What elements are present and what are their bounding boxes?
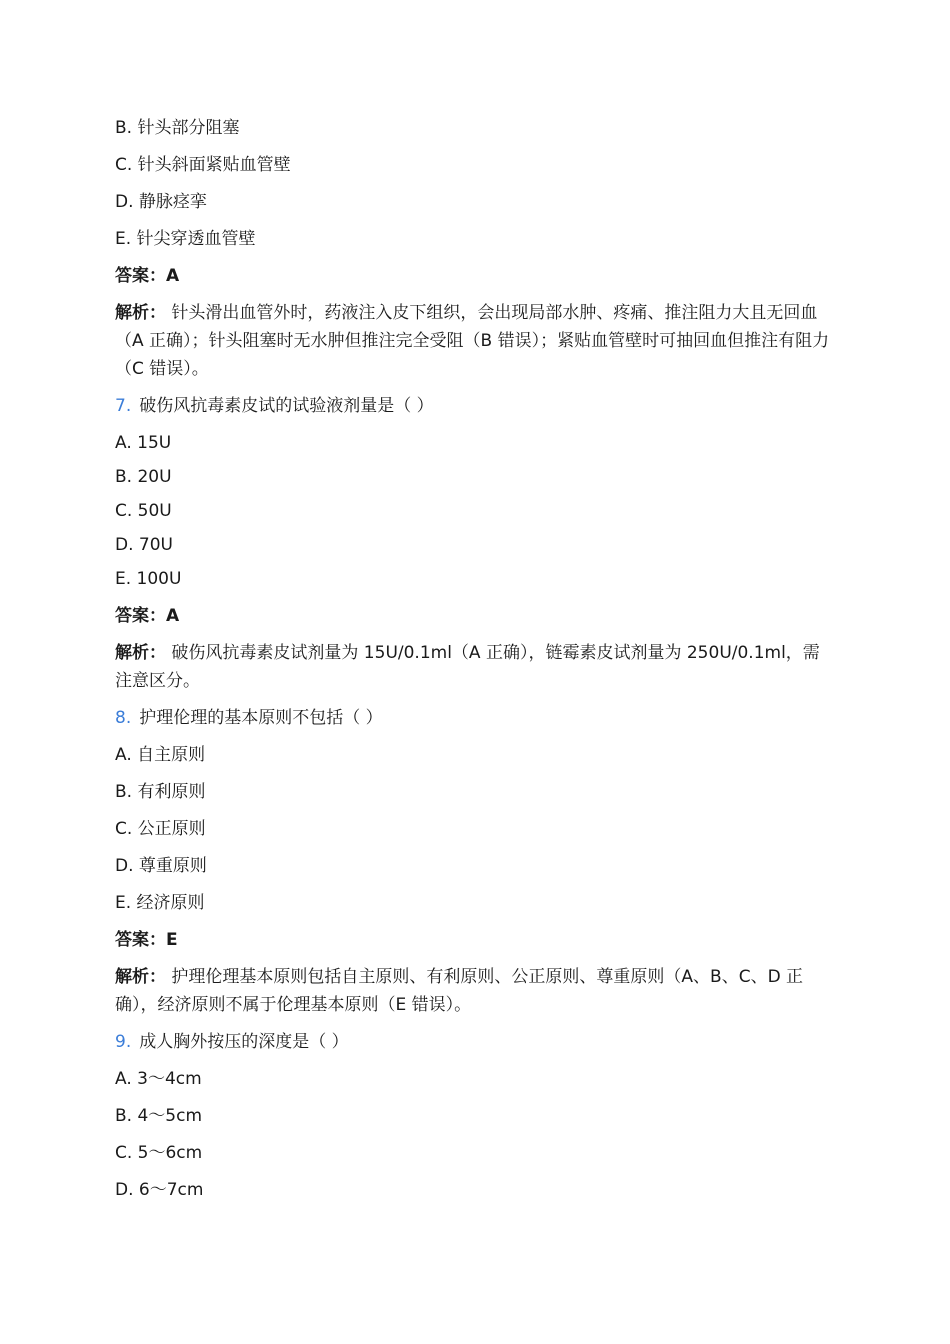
explanation-text: 针头滑出血管外时，药液注入皮下组织，会出现局部水肿、疼痛、推注阻力大且无回血（A 正确）；针头阻塞时无水肿但推注完全受阻（B 错误）；紧贴血管壁时可抽回血但推注有阻力（C 错误）。 — [115, 303, 830, 379]
explanation — [115, 639, 835, 695]
question-9 — [115, 1028, 835, 1204]
question-6 — [115, 114, 835, 383]
option-b: B. 针头部分阻塞 — [115, 118, 240, 138]
option-d: D. 静脉痉挛 — [115, 192, 207, 212]
option-c: C. 50U — [115, 501, 172, 521]
question-stem — [115, 704, 835, 732]
question-text: 成人胸外按压的深度是（ ） — [139, 1032, 349, 1052]
question-text: 破伤风抗毒素皮试的试验液剂量是（ ） — [139, 396, 434, 416]
answer-value: A — [166, 606, 180, 626]
answer-value: A — [166, 266, 180, 286]
option-b: B. 有利原则 — [115, 782, 206, 802]
option-c: C. 公正原则 — [115, 819, 206, 839]
option-e: E. 经济原则 — [115, 893, 205, 913]
option-d: D. 70U — [115, 535, 173, 555]
option-e: E. 100U — [115, 569, 182, 589]
option-e: E. 针尖穿透血管壁 — [115, 229, 256, 249]
option-c: C. 5～6cm — [115, 1143, 203, 1163]
explanation-label: 解析： — [115, 967, 166, 987]
question-number: 9. — [115, 1032, 132, 1052]
document-page — [115, 114, 835, 1213]
explanation-label: 解析： — [115, 303, 166, 323]
option-a: A. 3～4cm — [115, 1069, 202, 1089]
explanation — [115, 299, 835, 383]
answer-line — [115, 602, 835, 630]
explanation — [115, 963, 835, 1019]
answer-value: E — [166, 930, 178, 950]
answer-line — [115, 926, 835, 954]
explanation-label: 解析： — [115, 643, 166, 663]
question-number: 8. — [115, 708, 132, 728]
question-text: 护理伦理的基本原则不包括（ ） — [139, 708, 383, 728]
option-a: A. 自主原则 — [115, 745, 206, 765]
question-number: 7. — [115, 396, 132, 416]
question-stem — [115, 1028, 835, 1056]
answer-label: 答案： — [115, 606, 166, 626]
option-c: C. 针头斜面紧贴血管壁 — [115, 155, 291, 175]
option-d: D. 尊重原则 — [115, 856, 207, 876]
answer-line — [115, 262, 835, 290]
option-b: B. 20U — [115, 467, 172, 487]
question-7 — [115, 392, 835, 695]
answer-label: 答案： — [115, 266, 166, 286]
option-a: A. 15U — [115, 433, 172, 453]
option-d: D. 6～7cm — [115, 1180, 204, 1200]
option-b: B. 4～5cm — [115, 1106, 203, 1126]
explanation-text: 护理伦理基本原则包括自主原则、有利原则、公正原则、尊重原则（A、B、C、D 正确），经济原则不属于伦理基本原则（E 错误）。 — [115, 967, 804, 1015]
question-8 — [115, 704, 835, 1019]
explanation-text: 破伤风抗毒素皮试剂量为 15U/0.1ml（A 正确），链霉素皮试剂量为 250U/0.1ml，需注意区分。 — [115, 643, 820, 691]
question-stem — [115, 392, 835, 420]
answer-label: 答案： — [115, 930, 166, 950]
